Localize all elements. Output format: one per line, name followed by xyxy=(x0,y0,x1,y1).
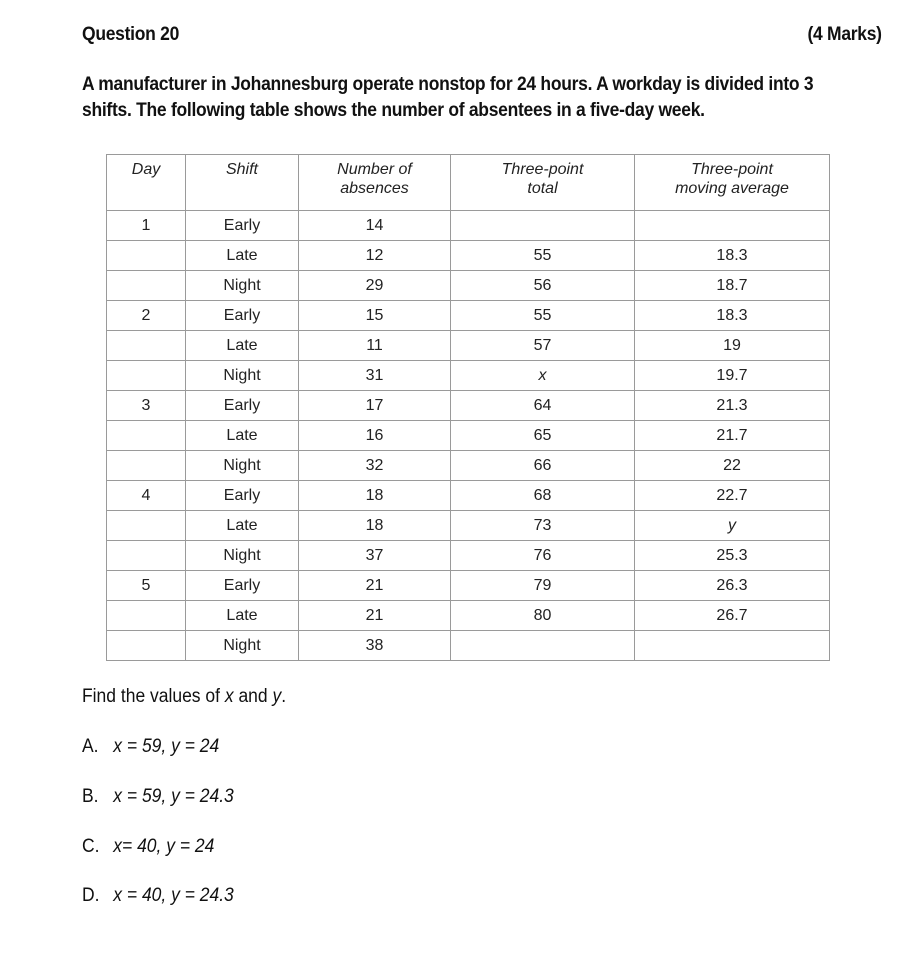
header-absences xyxy=(299,155,451,211)
cell-day xyxy=(107,511,186,541)
cell-shift: Late xyxy=(186,511,299,541)
cell-absences: 15 xyxy=(299,301,451,331)
option-d-answer: x = 40, y = 24.3 xyxy=(113,885,234,906)
table-row xyxy=(107,571,830,601)
question-number: Question 20 xyxy=(82,24,180,45)
cell-total: 64 xyxy=(451,391,635,421)
cell-shift: Night xyxy=(186,631,299,661)
prompt-var-y: y xyxy=(272,686,282,707)
header-absences-line2: absences xyxy=(340,180,409,197)
prompt-prefix: Find the values of xyxy=(82,686,225,707)
table-row xyxy=(107,451,830,481)
cell-total xyxy=(451,631,635,661)
header-total-line1: Three-point xyxy=(501,161,584,178)
header-three-point-total xyxy=(451,155,635,211)
cell-absences: 37 xyxy=(299,541,451,571)
absentees-table xyxy=(106,154,830,661)
cell-avg: 19.7 xyxy=(635,361,830,391)
cell-shift: Late xyxy=(186,331,299,361)
cell-day xyxy=(107,331,186,361)
cell-shift: Late xyxy=(186,601,299,631)
cell-day: 3 xyxy=(107,391,186,421)
cell-total: 55 xyxy=(451,241,635,271)
cell-absences: 11 xyxy=(299,331,451,361)
header-moving-average xyxy=(635,155,830,211)
cell-day xyxy=(107,271,186,301)
option-c-letter: C. xyxy=(82,836,100,857)
cell-shift: Late xyxy=(186,241,299,271)
intro-line-1: A manufacturer in Johannesburg operate nonstop for 24 hours. A workday is divided into 3 xyxy=(82,74,814,95)
table-row xyxy=(107,211,830,241)
cell-day: 1 xyxy=(107,211,186,241)
question-prompt xyxy=(82,686,286,708)
table-header-row xyxy=(107,155,830,211)
cell-absences: 12 xyxy=(299,241,451,271)
cell-avg: 18.7 xyxy=(635,271,830,301)
cell-avg: 18.3 xyxy=(635,241,830,271)
table-row xyxy=(107,601,830,631)
table-row xyxy=(107,391,830,421)
table-row xyxy=(107,631,830,661)
cell-avg: y xyxy=(635,511,830,541)
cell-shift: Night xyxy=(186,271,299,301)
table-row xyxy=(107,511,830,541)
header-total-line2: total xyxy=(527,180,558,197)
cell-absences: 18 xyxy=(299,511,451,541)
marks-label: (4 Marks) xyxy=(807,24,882,45)
cell-shift: Early xyxy=(186,481,299,511)
cell-shift: Night xyxy=(186,541,299,571)
cell-total: 66 xyxy=(451,451,635,481)
cell-shift: Early xyxy=(186,301,299,331)
cell-total: 73 xyxy=(451,511,635,541)
cell-day xyxy=(107,631,186,661)
option-a-letter: A. xyxy=(82,736,99,757)
option-c[interactable] xyxy=(82,836,214,858)
cell-day xyxy=(107,541,186,571)
cell-shift: Late xyxy=(186,421,299,451)
cell-day xyxy=(107,451,186,481)
cell-day: 4 xyxy=(107,481,186,511)
table-row xyxy=(107,361,830,391)
cell-avg: 21.3 xyxy=(635,391,830,421)
cell-absences: 21 xyxy=(299,571,451,601)
question-intro xyxy=(82,72,846,124)
option-c-answer: x= 40, y = 24 xyxy=(113,836,215,857)
cell-shift: Night xyxy=(186,451,299,481)
cell-absences: 29 xyxy=(299,271,451,301)
cell-avg: 22 xyxy=(635,451,830,481)
header-shift: Shift xyxy=(186,155,299,211)
cell-absences: 31 xyxy=(299,361,451,391)
table-row xyxy=(107,241,830,271)
table-row xyxy=(107,481,830,511)
cell-total: 65 xyxy=(451,421,635,451)
cell-absences: 18 xyxy=(299,481,451,511)
table-row xyxy=(107,421,830,451)
cell-total: 80 xyxy=(451,601,635,631)
cell-absences: 21 xyxy=(299,601,451,631)
option-a[interactable] xyxy=(82,736,219,758)
cell-absences: 16 xyxy=(299,421,451,451)
cell-avg: 25.3 xyxy=(635,541,830,571)
cell-total: 57 xyxy=(451,331,635,361)
cell-day: 2 xyxy=(107,301,186,331)
cell-absences: 32 xyxy=(299,451,451,481)
header-day: Day xyxy=(107,155,186,211)
cell-day xyxy=(107,241,186,271)
cell-absences: 38 xyxy=(299,631,451,661)
option-d-letter: D. xyxy=(82,885,100,906)
table-row xyxy=(107,541,830,571)
cell-avg xyxy=(635,631,830,661)
cell-absences: 14 xyxy=(299,211,451,241)
cell-total xyxy=(451,211,635,241)
prompt-var-x: x xyxy=(224,686,234,707)
option-d[interactable] xyxy=(82,885,234,907)
cell-absences: 17 xyxy=(299,391,451,421)
cell-total: 76 xyxy=(451,541,635,571)
cell-total: 56 xyxy=(451,271,635,301)
cell-day: 5 xyxy=(107,571,186,601)
table-body xyxy=(107,211,830,661)
cell-total: 68 xyxy=(451,481,635,511)
cell-avg: 22.7 xyxy=(635,481,830,511)
cell-shift: Night xyxy=(186,361,299,391)
cell-avg: 18.3 xyxy=(635,301,830,331)
cell-avg: 26.7 xyxy=(635,601,830,631)
cell-avg xyxy=(635,211,830,241)
cell-avg: 19 xyxy=(635,331,830,361)
table-row xyxy=(107,301,830,331)
cell-day xyxy=(107,361,186,391)
table-row xyxy=(107,331,830,361)
cell-shift: Early xyxy=(186,571,299,601)
cell-shift: Early xyxy=(186,211,299,241)
cell-day xyxy=(107,421,186,451)
option-b[interactable] xyxy=(82,786,234,808)
option-b-answer: x = 59, y = 24.3 xyxy=(113,786,234,807)
prompt-suffix: . xyxy=(281,686,287,707)
cell-total: x xyxy=(451,361,635,391)
header-avg-line1: Three-point xyxy=(691,161,773,178)
header-absences-line1: Number of xyxy=(337,161,412,178)
prompt-middle: and xyxy=(233,686,273,707)
cell-avg: 26.3 xyxy=(635,571,830,601)
intro-line-2: shifts. The following table shows the number of absentees in a five-day week. xyxy=(82,100,705,121)
cell-shift: Early xyxy=(186,391,299,421)
cell-total: 55 xyxy=(451,301,635,331)
cell-total: 79 xyxy=(451,571,635,601)
option-a-answer: x = 59, y = 24 xyxy=(113,736,220,757)
header-avg-line2: moving average xyxy=(675,180,789,197)
table-row xyxy=(107,271,830,301)
cell-avg: 21.7 xyxy=(635,421,830,451)
option-b-letter: B. xyxy=(82,786,99,807)
cell-day xyxy=(107,601,186,631)
